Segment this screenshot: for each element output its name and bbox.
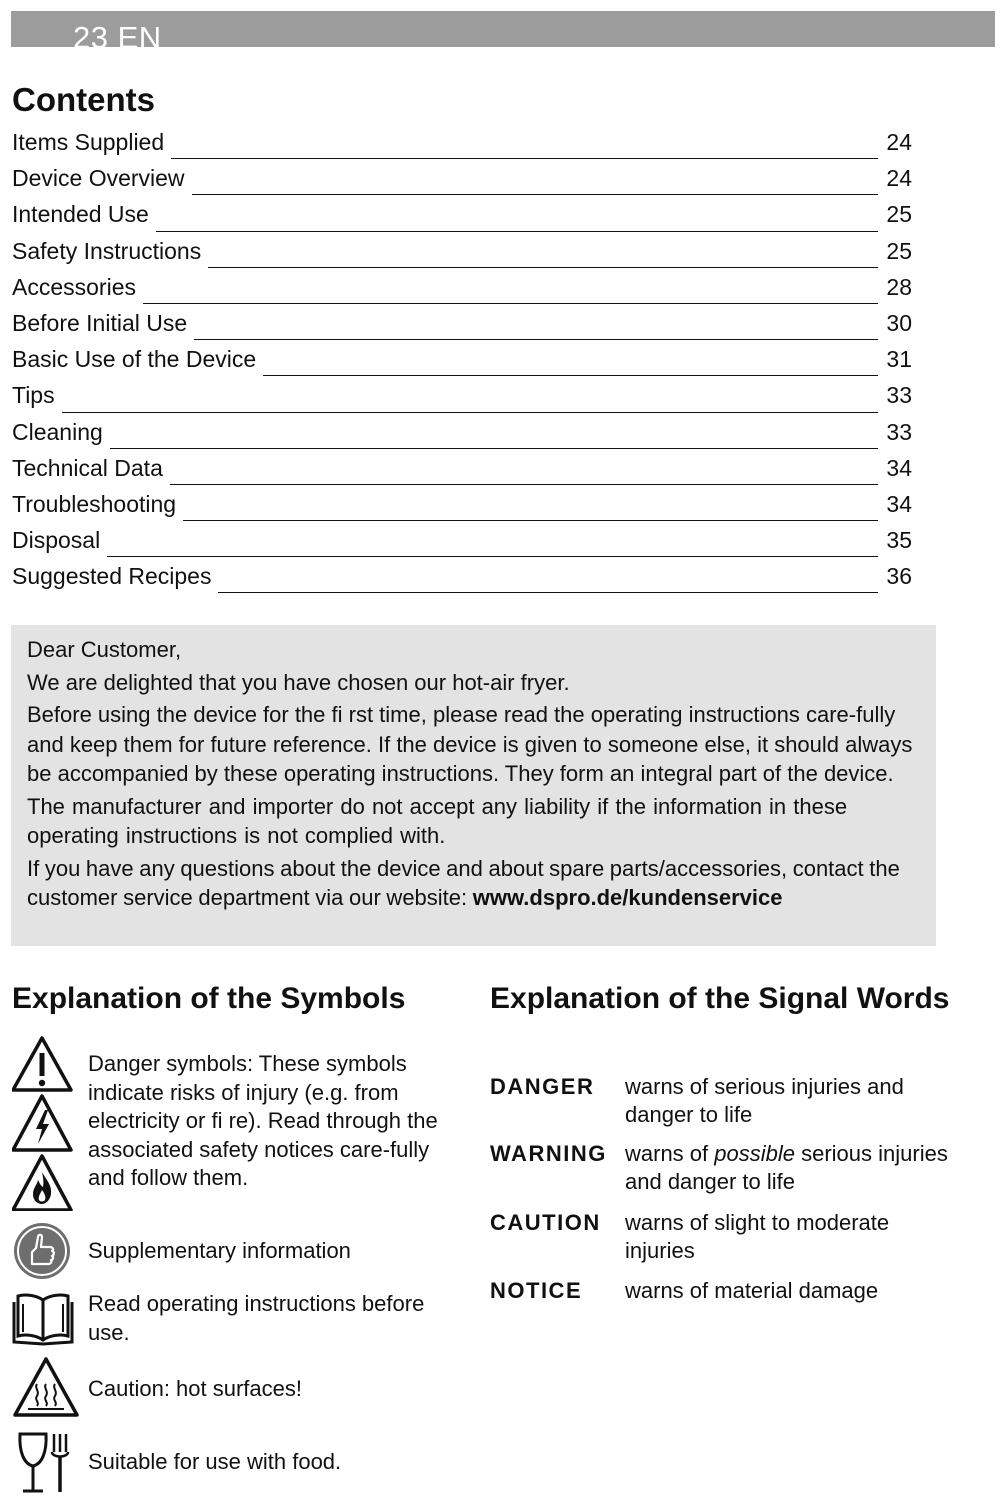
toc-entry-page: 25 [886,237,912,264]
toc-entry-label: Items Supplied [12,129,165,155]
toc-leader-line [156,231,878,232]
toc-entry[interactable] [12,346,912,382]
letter-paragraph-4-text: If you have any questions about the device and about spare parts/accessories, contact the customer service department via our website: [27,855,900,910]
toc-entry[interactable] [12,201,912,237]
signal-word-warning: WARNING [490,1141,607,1166]
toc-entry-page: 24 [886,165,912,192]
signal-desc-warning-prefix: warns of [625,1141,715,1166]
electricity-warning-icon [13,1096,71,1150]
toc-entry-page: 28 [886,273,912,300]
toc-entry-label: Technical Data [12,454,163,481]
symbol-row-danger [12,1036,472,1211]
toc-entry-page: 35 [886,527,912,554]
page-header-label [73,20,162,56]
toc-entry[interactable] [12,491,912,527]
open-book-graphic [12,1290,74,1346]
info-symbol-description: Supplementary information [88,1238,351,1263]
symbols-title: Explanation of the Symbols [12,982,406,1015]
toc-leader-line [218,592,878,593]
letter-paragraph-1: We are delighted that you have chosen our hot-air fryer. [27,669,570,695]
signal-row-notice [490,1277,960,1307]
toc-entry[interactable] [12,527,912,563]
contents-title: Contents [12,81,155,118]
letter-paragraph-3: The manufacturer and importer do not accept any liability if the information in these operating instructions is not complied with. [27,793,848,848]
hand-info-graphic [12,1222,72,1280]
toc-entry[interactable] [12,274,912,310]
signal-word-danger: DANGER [490,1074,595,1099]
toc-entry-page: 24 [886,129,912,155]
signal-word-notice: NOTICE [490,1278,583,1303]
letter-paragraph-4 [27,854,924,913]
language-code: EN [117,20,162,55]
exclamation-warning-icon [13,1038,71,1090]
toc-entry[interactable] [12,165,912,201]
manual-symbol-description: Read operating instructions before use. [88,1291,425,1345]
toc-leader-line [194,339,878,340]
toc-leader-line [143,303,878,304]
symbol-row-info [12,1222,472,1282]
toc-entry-label: Tips [12,382,55,409]
toc-entry-label: Intended Use [12,201,149,228]
symbol-row-hot-surface [12,1356,472,1420]
toc-entry-label: Device Overview [12,165,185,192]
toc-entry-label: Basic Use of the Device [12,346,257,373]
toc-entry-label: Accessories [12,273,136,300]
toc-leader-line [107,556,878,557]
letter-greeting: Dear Customer, [27,637,182,662]
toc-entry-page: 36 [886,563,912,590]
toc-entry-label: Suggested Recipes [12,563,212,590]
toc-entry[interactable] [12,129,912,165]
toc-entry[interactable] [12,419,912,455]
toc-entry-page: 34 [886,490,912,517]
signal-desc-notice: warns of material damage [625,1278,879,1303]
toc-entry-label: Disposal [12,527,101,554]
toc-leader-line [263,375,878,376]
toc-leader-line [183,520,878,521]
glass-fork-graphic [12,1430,74,1496]
toc-entry-label: Cleaning [12,418,103,445]
toc-leader-line [62,412,878,413]
hand-info-icon [12,1222,78,1280]
page-header [11,11,995,55]
toc-leader-line [170,484,878,485]
toc-entry-page: 30 [886,309,912,336]
service-website-link[interactable]: www.dspro.de/kundenservice [472,885,783,910]
open-book-icon [12,1290,78,1346]
danger-symbol-description: Danger symbols: These symbols indicate risks of injury (e.g. from electricity or fi re). Read through the associated safety notices care-fully and follow them. [88,1051,438,1190]
toc-entry-label: Troubleshooting [12,490,177,517]
danger-icon-stack [12,1036,74,1211]
toc-entry-label: Before Initial Use [12,309,188,336]
toc-entry-page: 33 [886,418,912,445]
toc-entry-page: 33 [886,382,912,409]
toc-entry-label: Safety Instructions [12,237,202,264]
signal-desc-warning-emphasis: possible [714,1141,795,1166]
letter-paragraph-2: Before using the device for the fi rst time, please read the operating instructions care-fully and keep them for future reference. If the device is given to someone else, it should always be accompanied by these operating instructions. They form an integral part of the device. [27,702,913,786]
page-number: 23 [73,20,109,55]
signal-desc-warning [625,1140,955,1196]
signal-row-danger [490,1073,960,1131]
food-safe-symbol-description: Suitable for use with food. [88,1449,342,1474]
toc-entry-page: 31 [886,346,912,373]
toc-leader-line [208,267,878,268]
symbol-row-manual [12,1290,472,1352]
toc-entry[interactable] [12,310,912,346]
toc-entry[interactable] [12,382,912,418]
hot-surface-graphic [12,1356,80,1418]
fire-warning-icon [13,1156,71,1210]
signal-word-caution: CAUTION [490,1210,601,1235]
toc-leader-line [192,194,878,195]
toc-entry-page: 34 [886,454,912,481]
danger-warning-icons [12,1036,78,1211]
glass-fork-icon [12,1430,78,1496]
signal-desc-warning-suffix: serious injuries and danger to life [625,1141,948,1194]
table-of-contents [12,129,912,599]
signal-desc-danger: warns of serious injuries and danger to life [625,1074,904,1127]
symbol-row-food-safe [12,1430,472,1496]
toc-entry[interactable] [12,455,912,491]
toc-entry-page: 25 [886,201,912,228]
toc-leader-line [110,448,878,449]
toc-entry[interactable] [12,238,912,274]
customer-letter [11,625,936,946]
signal-row-caution [490,1209,960,1267]
signal-words-title: Explanation of the Signal Words [490,982,950,1015]
toc-leader-line [171,158,878,159]
hot-surface-icon [12,1356,78,1418]
hot-surface-symbol-description: Caution: hot surfaces! [88,1376,303,1401]
signal-row-warning [490,1140,960,1198]
signal-desc-caution: warns of slight to moderate injuries [625,1210,890,1263]
toc-entry[interactable] [12,563,912,599]
